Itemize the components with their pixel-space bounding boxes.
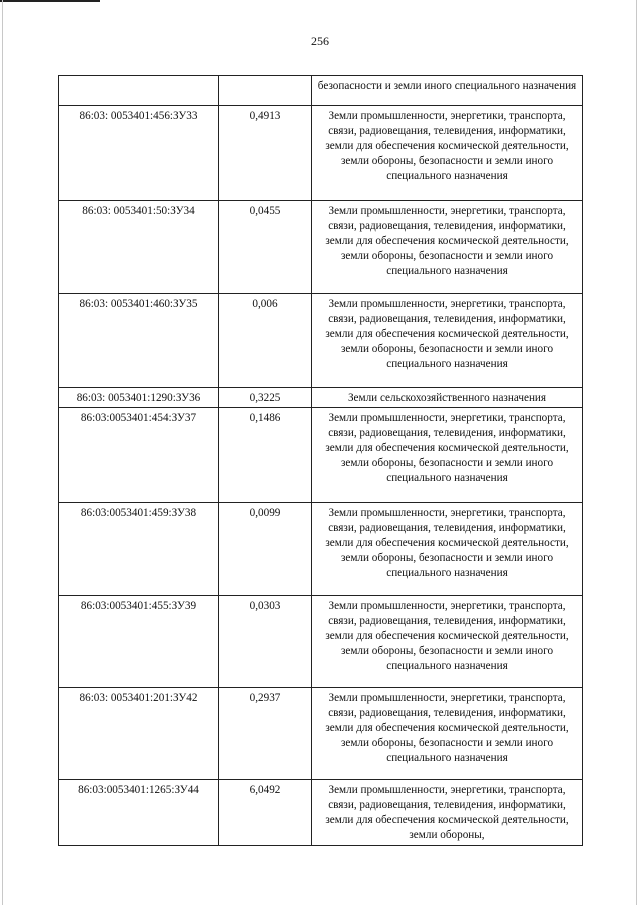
scan-mark	[0, 0, 100, 2]
cadastral-number: 86:03: 0053401:460:ЗУ35	[59, 294, 219, 388]
table-row	[59, 503, 583, 596]
area-value	[219, 76, 312, 106]
cadastral-number	[59, 76, 219, 106]
table-row	[59, 688, 583, 780]
land-category: Земли сельскохозяйственного назначения	[312, 388, 583, 408]
table-row	[59, 388, 583, 408]
table-row	[59, 106, 583, 201]
cadastral-number: 86:03: 0053401:201:ЗУ42	[59, 688, 219, 780]
land-category: Земли промышленности, энергетики, транспорта, связи, радиовещания, телевидения, информатики, земли для обеспечения космической деятельности, земли обороны,	[312, 780, 583, 846]
page-number: 256	[311, 34, 329, 48]
area-value: 0,0099	[219, 503, 312, 596]
scan-edge-right	[636, 0, 637, 905]
land-category: Земли промышленности, энергетики, транспорта, связи, радиовещания, телевидения, информатики, земли для обеспечения космической деятельности, земли обороны, безопасности и земли иного специального назначения	[312, 408, 583, 503]
area-value: 0,0303	[219, 596, 312, 688]
table-row	[59, 294, 583, 388]
land-category: Земли промышленности, энергетики, транспорта, связи, радиовещания, телевидения, информатики, земли для обеспечения космической деятельности, земли обороны, безопасности и земли иного специального назначения	[312, 201, 583, 294]
area-value: 0,3225	[219, 388, 312, 408]
area-value: 0,006	[219, 294, 312, 388]
scan-edge-left	[2, 0, 3, 905]
area-value: 0,2937	[219, 688, 312, 780]
area-value: 0,1486	[219, 408, 312, 503]
table-row	[59, 596, 583, 688]
table-row	[59, 76, 583, 106]
land-category: безопасности и земли иного специального назначения	[312, 76, 583, 106]
area-value: 0,0455	[219, 201, 312, 294]
table-row	[59, 408, 583, 503]
cadastral-number: 86:03: 0053401:1290:ЗУ36	[59, 388, 219, 408]
cadastral-number: 86:03: 0053401:50:ЗУ34	[59, 201, 219, 294]
area-value: 6,0492	[219, 780, 312, 846]
area-value: 0,4913	[219, 106, 312, 201]
cadastral-number: 86:03: 0053401:456:ЗУ33	[59, 106, 219, 201]
land-category: Земли промышленности, энергетики, транспорта, связи, радиовещания, телевидения, информатики, земли для обеспечения космической деятельности, земли обороны, безопасности и земли иного специального назначения	[312, 294, 583, 388]
land-category: Земли промышленности, энергетики, транспорта, связи, радиовещания, телевидения, информатики, земли для обеспечения космической деятельности, земли обороны, безопасности и земли иного специального назначения	[312, 106, 583, 201]
table-row	[59, 201, 583, 294]
land-category: Земли промышленности, энергетики, транспорта, связи, радиовещания, телевидения, информатики, земли для обеспечения космической деятельности, земли обороны, безопасности и земли иного специального назначения	[312, 596, 583, 688]
land-plots-table	[58, 75, 583, 846]
land-category: Земли промышленности, энергетики, транспорта, связи, радиовещания, телевидения, информатики, земли для обеспечения космической деятельности, земли обороны, безопасности и земли иного специального назначения	[312, 688, 583, 780]
cadastral-number: 86:03:0053401:1265:ЗУ44	[59, 780, 219, 846]
table-row	[59, 780, 583, 846]
cadastral-number: 86:03:0053401:459:ЗУ38	[59, 503, 219, 596]
cadastral-number: 86:03:0053401:454:ЗУ37	[59, 408, 219, 503]
cadastral-number: 86:03:0053401:455:ЗУ39	[59, 596, 219, 688]
land-category: Земли промышленности, энергетики, транспорта, связи, радиовещания, телевидения, информатики, земли для обеспечения космической деятельности, земли обороны, безопасности и земли иного специального назначения	[312, 503, 583, 596]
